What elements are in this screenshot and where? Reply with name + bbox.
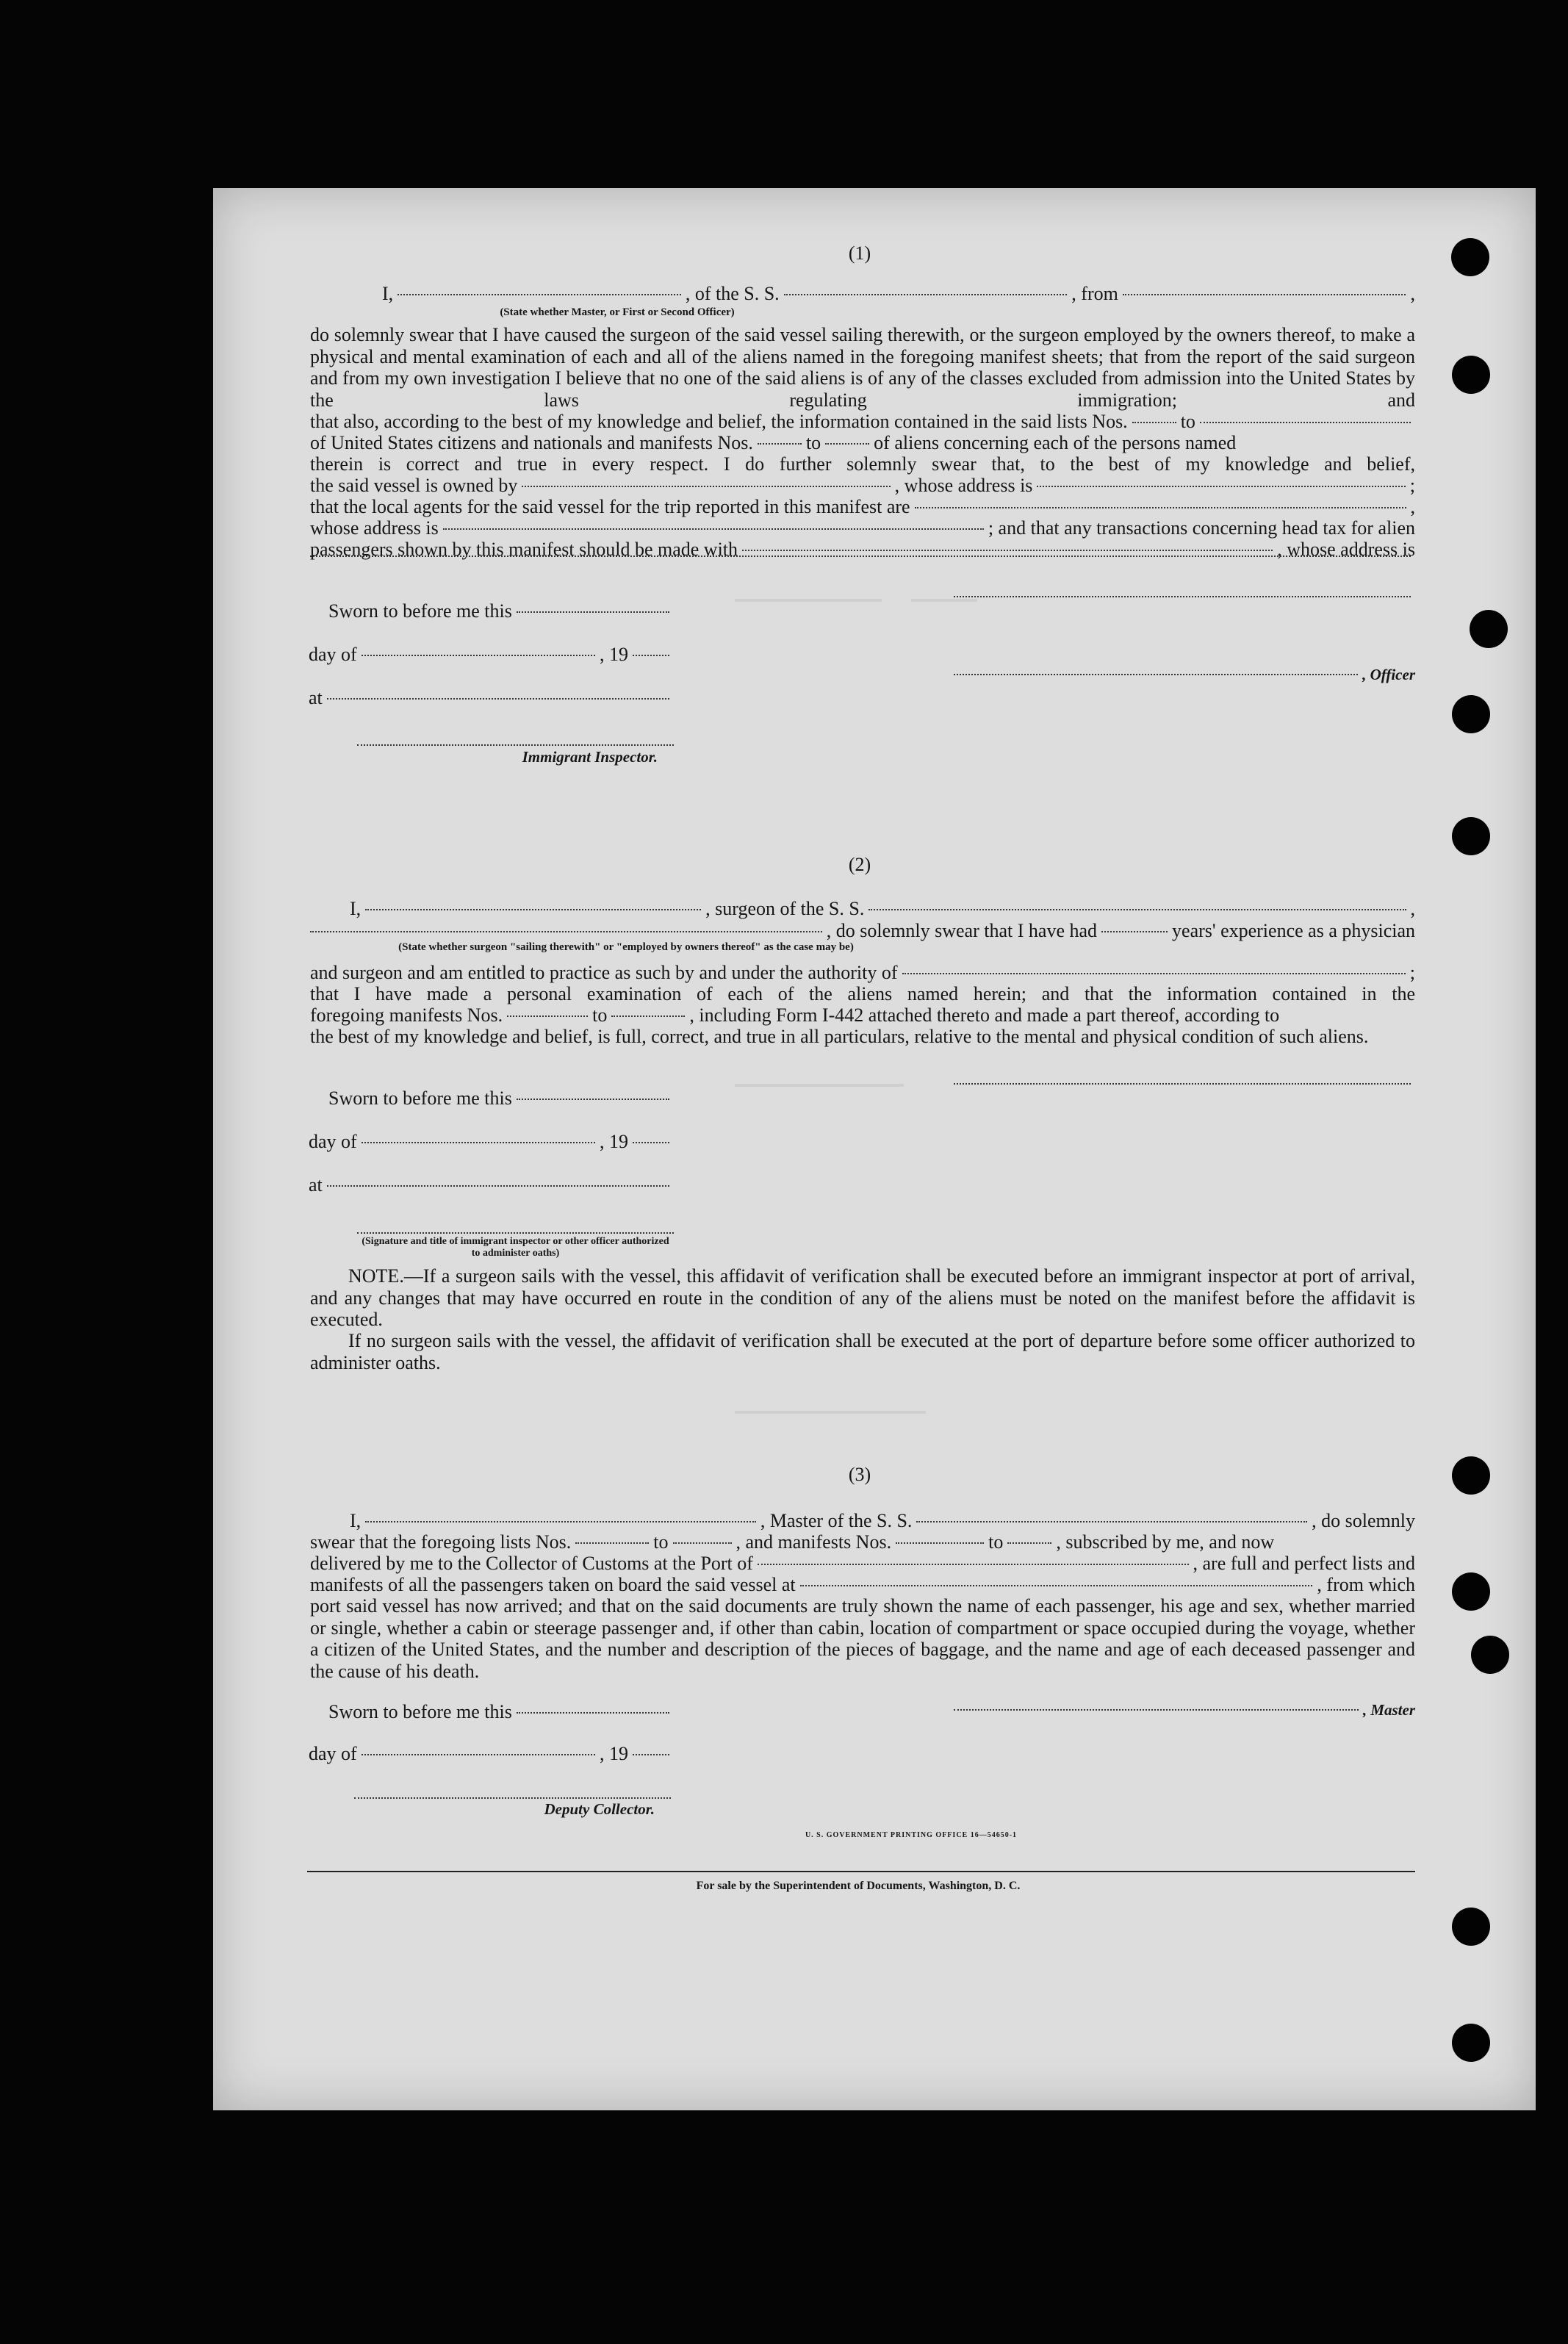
officer-title-field[interactable] xyxy=(954,674,1358,675)
section-2-number: (2) xyxy=(848,854,871,875)
section-1-owner-line: the said vessel is owned by , whose address is ; xyxy=(310,475,1415,496)
surgeon-manifests-to-field[interactable] xyxy=(611,1015,685,1017)
note-paragraph-2: If no surgeon sails with the vessel, the affidavit of verification shall be executed at the port of departure before some officer authorized to administer oaths. xyxy=(310,1330,1415,1373)
section-1-agents-line: that the local agents for the said vessel for the trip reported in this manifest are , xyxy=(310,496,1415,517)
section-2-manifests-line: foregoing manifests Nos. to , including Form I-442 attached thereto and made a part thereof, according to xyxy=(310,1004,1280,1026)
punch-hole xyxy=(1452,356,1490,394)
footer-rule xyxy=(307,1871,1415,1872)
collector-port-field[interactable] xyxy=(758,1564,1189,1565)
year-field-2[interactable] xyxy=(633,1142,669,1143)
punch-hole xyxy=(1470,610,1508,648)
punch-hole xyxy=(1452,1908,1490,1946)
owner-field[interactable] xyxy=(522,486,890,487)
section-1-line-1: I, , of the S. S. , from , xyxy=(382,283,1415,304)
punch-hole xyxy=(1451,238,1489,276)
section-3-line-1: I, , Master of the S. S. , do solemnly xyxy=(350,1510,1415,1531)
at-line-2: at xyxy=(309,1174,674,1196)
punch-hole xyxy=(1452,1456,1490,1495)
agent-address-field[interactable] xyxy=(443,528,984,530)
master-signature-field[interactable] xyxy=(954,1709,1359,1711)
sworn-line-3: Sworn to before me this xyxy=(328,1701,674,1723)
master-name-field[interactable] xyxy=(365,1521,756,1522)
section-1-number: (1) xyxy=(848,242,871,264)
punch-hole xyxy=(1452,2024,1490,2062)
master-vessel-field[interactable] xyxy=(916,1521,1307,1522)
surgeon-status-field[interactable] xyxy=(310,931,822,932)
officer-signature-field[interactable] xyxy=(954,596,1411,597)
punch-hole xyxy=(1452,695,1490,733)
section-2-line-2: , do solemnly swear that I have had years' experience as a physician xyxy=(310,920,1415,942)
section-3-paragraph: port said vessel has now arrived; and that on the said documents are truly shown the name of each passenger, his age and sex, whether married or single, whether a cabin or steerage passenger and, if other than cabin, location of compartment or space occupied during the voyage, whether a citizen of the United States, and the number and description of the pieces of baggage, and the name and age of each deceased passenger and the cause of his death. xyxy=(310,1595,1415,1682)
officer-signature-rule xyxy=(357,1232,674,1234)
sworn-date-field-3[interactable] xyxy=(517,1712,669,1714)
section-3-departure-line: manifests of all the passengers taken on board the said vessel at , from which xyxy=(310,1574,1415,1595)
at-place-field-2[interactable] xyxy=(327,1185,669,1187)
section-1-headtax-line: passengers shown by this manifest should be made with , whose address is xyxy=(310,539,1415,560)
inspector-signature-rule xyxy=(357,744,674,746)
at-line-1: at xyxy=(309,687,674,709)
year-field[interactable] xyxy=(633,655,669,656)
section-2-line-1: I, , surgeon of the S. S. , xyxy=(350,898,1415,919)
sworn-date-field[interactable] xyxy=(517,611,669,613)
at-place-field[interactable] xyxy=(327,698,669,700)
officer-signature-line xyxy=(954,600,1415,602)
section-2-paragraph: the best of my knowledge and belief, is full, correct, and true in all particulars, relative to the mental and physical condition of such aliens. xyxy=(310,1026,1369,1047)
surgeon-caption: (State whether surgeon "sailing therewith" or "employed by owners thereof" as the case may be) xyxy=(398,941,854,953)
punch-hole xyxy=(1452,1572,1490,1611)
manifests-to-field[interactable] xyxy=(825,443,869,445)
officer-line: , Officer xyxy=(954,666,1415,684)
footer-text: For sale by the Superintendent of Documents, Washington, D. C. xyxy=(696,1880,1021,1892)
master-signature-line: , Master xyxy=(954,1701,1415,1719)
section-1-lists-line: that also, according to the best of my knowledge and belief, the information contained in the said lists Nos. to xyxy=(310,411,1415,433)
bleed-mark xyxy=(735,1411,926,1414)
master-lists-from-field[interactable] xyxy=(575,1542,649,1544)
day-field[interactable] xyxy=(362,655,595,656)
section-1-paragraph: do solemnly swear that I have caused the surgeon of the said vessel sailing therewith, or the surgeon employed by the owners thereof, to make a physical and mental examination of each and all of the aliens named in the foregoing manifest sheets; that from the report of the said surgeon and from my own investigation I believe that no one of the said aliens is of any of the classes excluded from admission into the United States by the laws regulating immigration; and xyxy=(310,324,1415,411)
head-tax-contact-field[interactable] xyxy=(742,550,1273,551)
section-2-line: that I have made a personal examination of each of the aliens named herein; and that the information contained in the xyxy=(310,983,1415,1004)
section-3-lists-line: swear that the foregoing lists Nos. to , and manifests Nos. to , subscribed by me, and now xyxy=(310,1531,1275,1553)
master-manifests-from-field[interactable] xyxy=(896,1542,984,1544)
punch-hole xyxy=(1471,1636,1509,1674)
immigrant-inspector-label: Immigrant Inspector. xyxy=(522,748,658,766)
day-field-2[interactable] xyxy=(362,1142,595,1143)
punch-hole xyxy=(1452,817,1490,855)
owner-address-field[interactable] xyxy=(1037,486,1405,487)
local-agents-field[interactable] xyxy=(915,507,1406,508)
day-field-3[interactable] xyxy=(362,1754,595,1755)
day-line-1: day of , 19 xyxy=(309,644,674,666)
sworn-line-2: Sworn to before me this xyxy=(328,1087,674,1110)
surgeon-vessel-field[interactable] xyxy=(868,909,1406,910)
lists-from-field[interactable] xyxy=(1132,422,1176,423)
note-paragraph: NOTE.—If a surgeon sails with the vessel, this affidavit of verification shall be executed before an immigrant inspector at port of arrival, and any changes that may have occurred en route in the condition of any of the aliens must be noted on the manifest before the affidavit is executed. xyxy=(310,1265,1415,1330)
departure-port-field[interactable] xyxy=(800,1585,1313,1586)
section-3-port-line: delivered by me to the Collector of Customs at the Port of , are full and perfect lists and xyxy=(310,1553,1415,1574)
sworn-line-1: Sworn to before me this xyxy=(328,600,674,622)
deputy-collector-label: Deputy Collector. xyxy=(544,1800,655,1818)
lists-to-field[interactable] xyxy=(1200,422,1411,423)
section-2-authority-line: and surgeon and am entitled to practice as such by and under the authority of ; xyxy=(310,962,1415,983)
from-port-field[interactable] xyxy=(1123,294,1406,295)
signature-caption: (Signature and title of immigrant inspector or other officer authorized to administer oaths) xyxy=(362,1236,669,1259)
section-1-line: therein is correct and true in every respect. I do further solemnly swear that, to the best of my knowledge and belief, xyxy=(310,453,1415,475)
section-1-agent-address-line: whose address is ; and that any transactions concerning head tax for alien xyxy=(310,517,1415,539)
master-lists-to-field[interactable] xyxy=(673,1542,732,1544)
surgeon-signature-line xyxy=(954,1087,1415,1089)
section-1-address-line xyxy=(310,560,1415,561)
head-tax-address-field[interactable] xyxy=(310,556,1411,557)
years-experience-field[interactable] xyxy=(1101,931,1168,932)
sworn-date-field-2[interactable] xyxy=(517,1099,669,1100)
surgeon-manifests-from-field[interactable] xyxy=(507,1015,588,1017)
printing-office-line: U. S. GOVERNMENT PRINTING OFFICE 16—54650-1 xyxy=(805,1831,1018,1839)
officer-caption: (State whether Master, or First or Second Officer) xyxy=(500,306,735,318)
manifests-from-field[interactable] xyxy=(758,443,802,445)
surgeon-name-field[interactable] xyxy=(365,909,701,910)
master-manifests-to-field[interactable] xyxy=(1007,1542,1051,1544)
deputy-signature-rule xyxy=(354,1797,671,1799)
year-field-3[interactable] xyxy=(633,1754,669,1755)
bleed-mark xyxy=(735,1084,904,1087)
section-1-manifests-line: of United States citizens and nationals and manifests Nos. to of aliens concerning each of the persons named xyxy=(310,432,1237,453)
day-line-2: day of , 19 xyxy=(309,1131,674,1153)
vessel-name-field[interactable] xyxy=(784,294,1068,295)
authority-field[interactable] xyxy=(902,973,1406,974)
bleed-mark xyxy=(735,599,882,602)
surgeon-signature-field[interactable] xyxy=(954,1083,1411,1085)
officer-name-field[interactable] xyxy=(398,294,681,295)
day-line-3: day of , 19 xyxy=(309,1743,674,1765)
section-3-number: (3) xyxy=(848,1464,871,1485)
